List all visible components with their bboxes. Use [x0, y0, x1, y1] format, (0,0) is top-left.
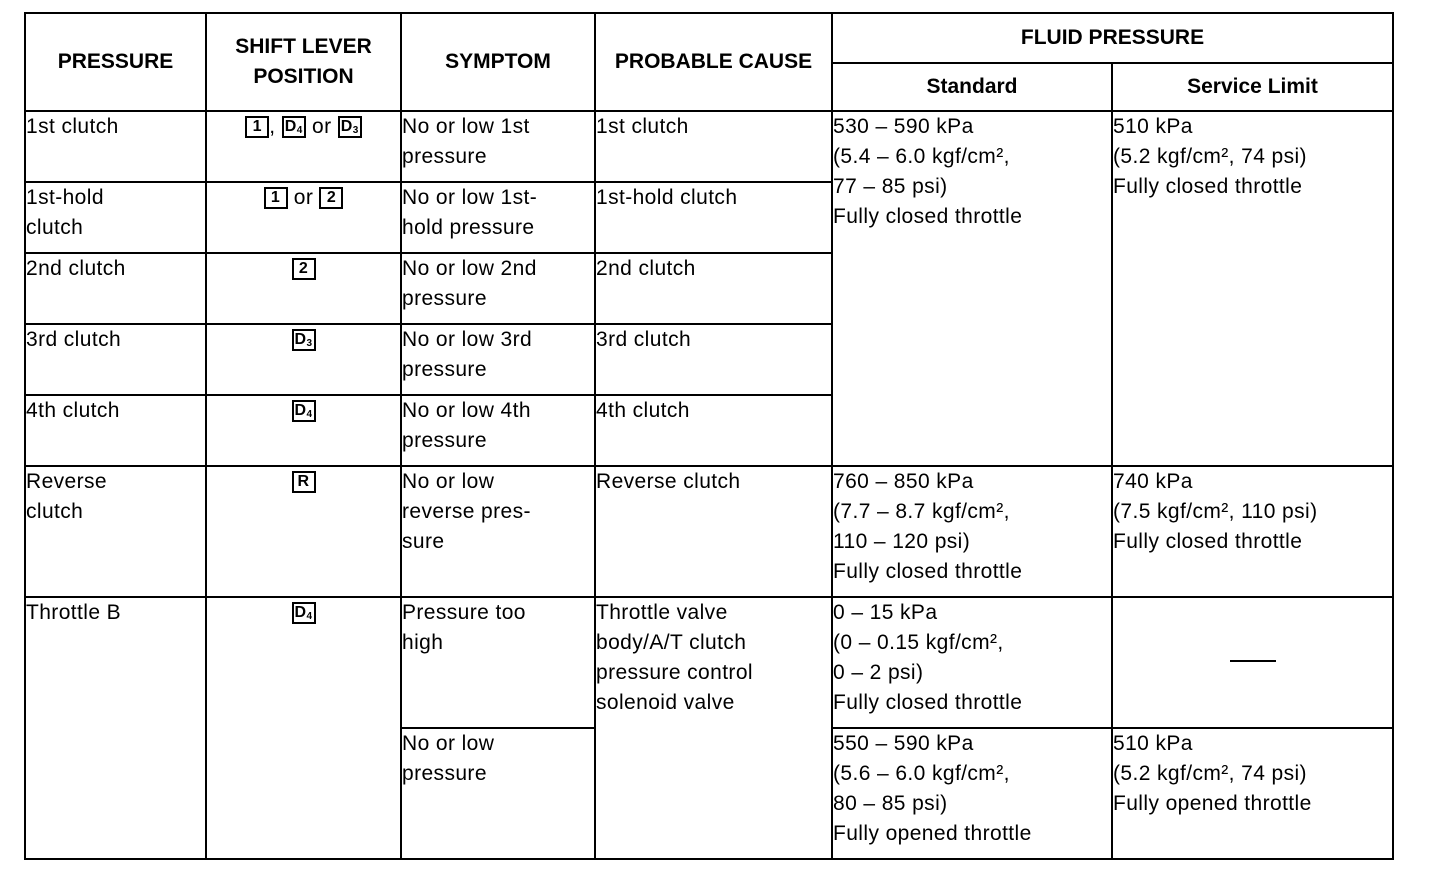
cell-line: pressure [402, 762, 487, 785]
cell-line: (7.7 – 8.7 kgf/cm², [833, 500, 1010, 523]
shift-position-separator: or [305, 115, 338, 138]
shift-position-separator: , [269, 115, 282, 138]
header-shift-lever-line2: POSITION [253, 65, 354, 88]
cell-line: 3rd clutch [26, 328, 122, 351]
header-symptom: SYMPTOM [401, 13, 595, 111]
cell-line: 0 – 2 psi) [833, 661, 924, 684]
throttle-high-standard-cell [832, 597, 1112, 728]
cell-line: pressure [402, 429, 487, 452]
header-pressure: PRESSURE [25, 13, 206, 111]
cell-line: pressure control [596, 661, 753, 684]
pressure-cell [25, 466, 206, 597]
cell-line: pressure [402, 358, 487, 381]
shift-position-key: $D_4$ [292, 602, 316, 624]
pressure-cell [25, 324, 206, 395]
cell-line: No or low [402, 732, 495, 755]
cell-line: Fully closed throttle [1113, 530, 1303, 553]
shift-position-cell [206, 111, 401, 182]
cell-line: Reverse clutch [596, 470, 741, 493]
pressure-cell [25, 182, 206, 253]
reverse-service-limit-cell [1112, 466, 1393, 597]
cell-line: 77 – 85 psi) [833, 175, 948, 198]
cell-line: high [402, 631, 444, 654]
cell-line: reverse pres- [402, 500, 531, 523]
cell-line: 740 kPa [1113, 470, 1193, 493]
shift-position-key: 2 [292, 258, 316, 280]
cell-line: clutch [26, 216, 84, 239]
symptom-cell [401, 466, 595, 597]
probable-cause-cell [595, 597, 832, 859]
symptom-cell [401, 728, 595, 859]
cell-line: Fully closed throttle [1113, 175, 1303, 198]
cell-line: Reverse [26, 470, 107, 493]
shift-position-cell [206, 253, 401, 324]
cell-line: Pressure too [402, 601, 526, 624]
cell-line: 4th clutch [596, 399, 690, 422]
cell-line: Fully closed throttle [833, 205, 1023, 228]
cell-line: No or low 1st- [402, 186, 538, 209]
pressure-cell [25, 597, 206, 859]
shift-position-key: 1 [264, 187, 288, 209]
cell-line: 1st-hold [26, 186, 104, 209]
shift-position-key: 2 [319, 187, 343, 209]
cell-line: No or low 1st [402, 115, 530, 138]
header-service-limit: Service Limit [1112, 63, 1393, 111]
cell-line: 3rd clutch [596, 328, 692, 351]
cell-line: No or low [402, 470, 495, 493]
shift-position-key: $D_4$ [282, 116, 306, 138]
throttle-low-service-limit-cell [1112, 728, 1393, 859]
header-fluid-pressure: FLUID PRESSURE [832, 13, 1393, 63]
throttle-high-service-limit-cell [1112, 597, 1393, 728]
probable-cause-cell [595, 466, 832, 597]
probable-cause-cell [595, 324, 832, 395]
cell-line: Throttle valve [596, 601, 728, 624]
cell-line: 4th clutch [26, 399, 120, 422]
cell-line: body/A/T clutch [596, 631, 747, 654]
probable-cause-cell [595, 111, 832, 182]
shift-position-key: 1 [245, 116, 269, 138]
clutch-standard-cell [832, 111, 1112, 466]
cell-line: (0 – 0.15 kgf/cm², [833, 631, 1004, 654]
cell-line: 760 – 850 kPa [833, 470, 974, 493]
throttle-low-standard-cell [832, 728, 1112, 859]
shift-position-cell [206, 597, 401, 859]
cell-line: (5.4 – 6.0 kgf/cm², [833, 145, 1010, 168]
table-row [25, 597, 1393, 728]
cell-line: Fully closed throttle [833, 691, 1023, 714]
shift-position-key: $D_4$ [292, 400, 316, 422]
symptom-cell [401, 395, 595, 466]
clutch-service-limit-cell [1112, 111, 1393, 466]
cell-line: 110 – 120 psi) [833, 530, 971, 553]
probable-cause-cell [595, 182, 832, 253]
cell-line: No or low 3rd [402, 328, 533, 351]
pressure-cell [25, 111, 206, 182]
symptom-cell [401, 324, 595, 395]
cell-line: pressure [402, 287, 487, 310]
probable-cause-cell [595, 253, 832, 324]
cell-line: 0 – 15 kPa [833, 601, 938, 624]
cell-line: 2nd clutch [26, 257, 126, 280]
shift-position-cell [206, 182, 401, 253]
cell-line: (5.6 – 6.0 kgf/cm², [833, 762, 1010, 785]
cell-line: 1st-hold clutch [596, 186, 738, 209]
shift-position-cell [206, 324, 401, 395]
cell-line: (5.2 kgf/cm², 74 psi) [1113, 145, 1307, 168]
shift-position-key: $D_3$ [292, 329, 316, 351]
cell-line: 2nd clutch [596, 257, 696, 280]
cell-line: 510 kPa [1113, 732, 1193, 755]
cell-line: (7.5 kgf/cm², 110 psi) [1113, 500, 1318, 523]
cell-line: 80 – 85 psi) [833, 792, 948, 815]
cell-line: No or low 2nd [402, 257, 537, 280]
table-row [25, 111, 1393, 182]
cell-line: 1st clutch [26, 115, 119, 138]
shift-position-cell [206, 466, 401, 597]
not-applicable-dash [1230, 660, 1276, 662]
header-shift-lever-position [206, 13, 401, 111]
shift-position-separator: or [287, 186, 320, 209]
reverse-standard-cell [832, 466, 1112, 597]
shift-position-key: R [292, 471, 316, 493]
symptom-cell [401, 253, 595, 324]
table-row [25, 466, 1393, 597]
cell-line: 530 – 590 kPa [833, 115, 974, 138]
cell-line: solenoid valve [596, 691, 735, 714]
header-probable-cause: PROBABLE CAUSE [595, 13, 832, 111]
cell-line: sure [402, 530, 445, 553]
symptom-cell [401, 182, 595, 253]
hydraulic-pressure-table [24, 12, 1394, 860]
cell-line: (5.2 kgf/cm², 74 psi) [1113, 762, 1307, 785]
cell-line: 510 kPa [1113, 115, 1193, 138]
symptom-cell [401, 111, 595, 182]
cell-line: Fully closed throttle [833, 560, 1023, 583]
header-standard: Standard [832, 63, 1112, 111]
shift-position-cell [206, 395, 401, 466]
cell-line: No or low 4th [402, 399, 531, 422]
cell-line: pressure [402, 145, 487, 168]
cell-line: 1st clutch [596, 115, 689, 138]
header-shift-lever-line1: SHIFT LEVER [235, 35, 372, 58]
cell-line: Fully opened throttle [833, 822, 1032, 845]
pressure-cell [25, 395, 206, 466]
cell-line: Fully opened throttle [1113, 792, 1312, 815]
cell-line: hold pressure [402, 216, 535, 239]
cell-line: 550 – 590 kPa [833, 732, 974, 755]
pressure-cell [25, 253, 206, 324]
symptom-cell [401, 597, 595, 728]
probable-cause-cell [595, 395, 832, 466]
cell-line: Throttle B [26, 601, 122, 624]
shift-position-key: $D_3$ [338, 116, 362, 138]
cell-line: clutch [26, 500, 84, 523]
